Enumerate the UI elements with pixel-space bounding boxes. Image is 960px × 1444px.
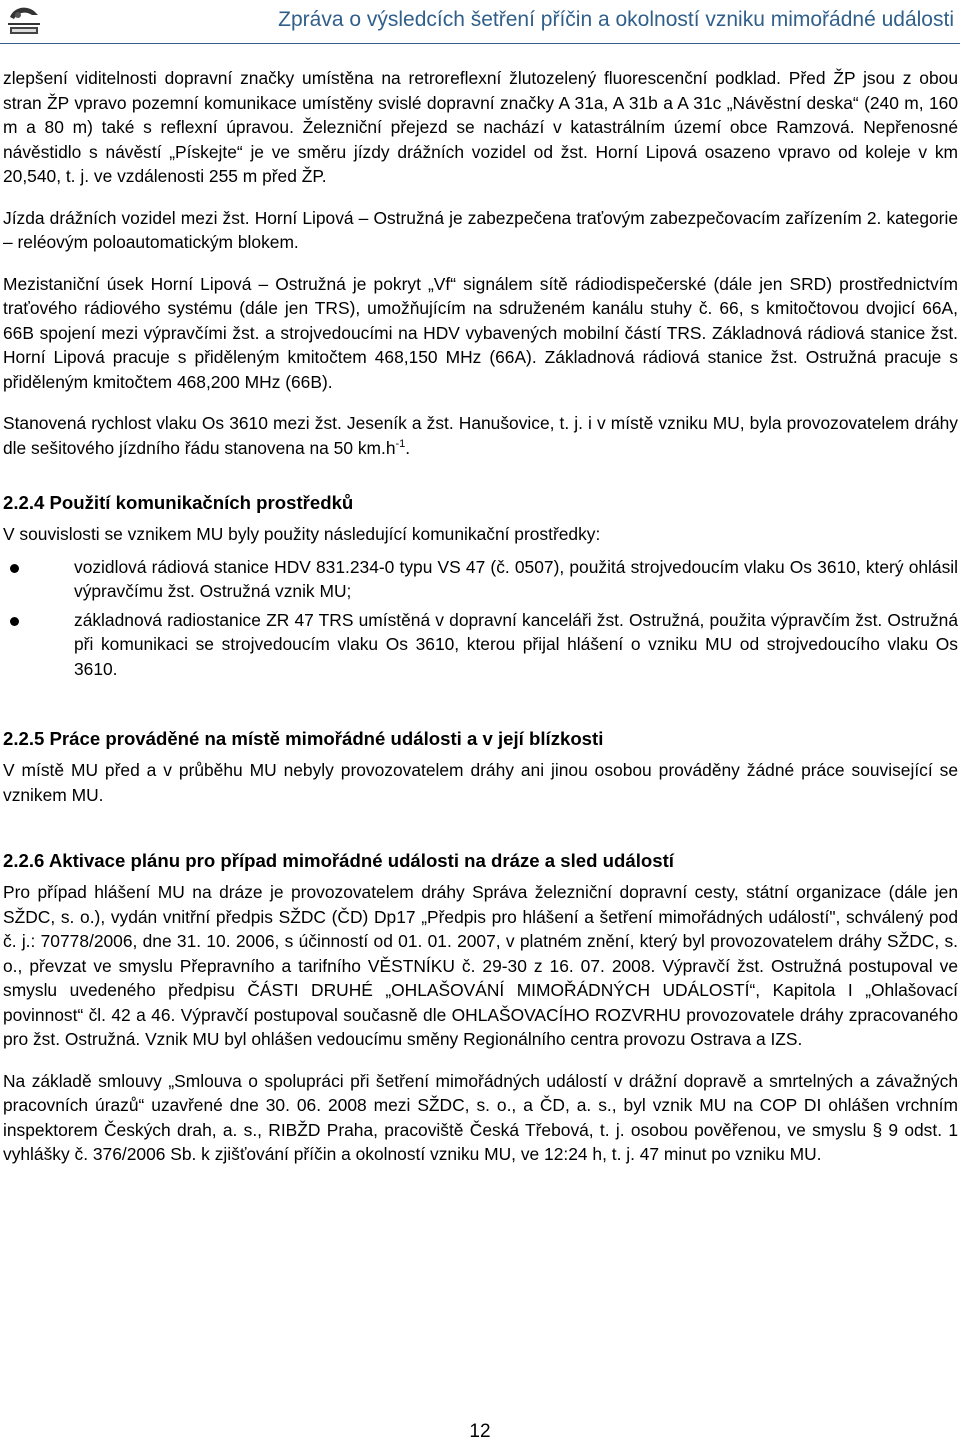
paragraph-text: Stanovená rychlost vlaku Os 3610 mezi žst. Jeseník a žst. Hanušovice, t. j. i v místě vzniku MU, byla provozovatelem dráhy dle sešitového jízdního řádu stanovena na 50 km.h xyxy=(3,413,958,458)
paragraph-end: . xyxy=(405,437,411,458)
paragraph: Jízda drážních vozidel mezi žst. Horní Lipová – Ostružná je zabezpečena traťovým zabezpečovacím zařízením 2. kategorie – reléovým poloautomatickým blokem. xyxy=(3,207,958,252)
document-body xyxy=(3,66,958,1167)
paragraph: zlepšení viditelnosti dopravní značky umístěna na retroreflexní žlutozelený fluorescenční podklad. Před ŽP jsou z obou stran ŽP vpravo pozemní komunikace umístěny svislé dopravní značky A 31a, A 31b a A 31c „Návěstní deska“ (240 m, 160 m a 80 m) také s reflexní úpravou. Železniční přejezd se nachází v katastrálním území obce Ramzová. Nepřenosné návěstidlo s návěstí „Pískejte“ je ve směru jízdy drážních vozidel od žst. Horní Lipová osazeno vpravo od koleje v km 20,540, t. j. ve vzdálenosti 255 m před ŽP. xyxy=(3,68,958,186)
drazni-inspekce-logo-icon xyxy=(4,3,44,37)
paragraph xyxy=(3,411,958,460)
header-divider xyxy=(0,43,960,44)
section-heading-2-2-4: 2.2.4 Použití komunikačních prostředků xyxy=(3,492,354,513)
section-heading-2-2-6: 2.2.6 Aktivace plánu pro případ mimořádné události na dráze a sled událostí xyxy=(3,850,674,871)
list-item-text: vozidlová rádiová stanice HDV 831.234-0 typu VS 47 (č. 0507), použitá strojvedoucím vlaku Os 3610, který ohlásil výpravčímu žst. Ostružná vznik MU; xyxy=(74,556,958,601)
page-header xyxy=(0,0,960,44)
list-item xyxy=(3,608,958,682)
list-item xyxy=(3,555,958,604)
paragraph: Mezistaniční úsek Horní Lipová – Ostružná je pokryt „Vf“ signálem sítě rádiodispečerské (dále jen SRD) prostřednictvím traťového rádiového systému (dále jen TRS), umožňujícím na sdruženém kanálu stuhy č. 66, s kmitočtovou dvojicí 66A, 66B spojení mezi výpravčími žst. a strojvedoucími na HDV vybavených mobilní částí TRS. Základnová rádiová stanice žst. Horní Lipová pracuje s přiděleným kmitočtem 468,150 MHz (66A). Základnová rádiová stanice žst. Ostružná pracuje s přiděleným kmitočtem 468,200 MHz (66B). xyxy=(3,273,958,392)
paragraph: Na základě smlouvy „Smlouva o spolupráci při šetření mimořádných událostí v drážní dopravě a smrtelných a závažných pracovních úrazů“ uzavřené dne 30. 06. 2008 mezi SŽDC, s. o., a ČD, a. s., byl vznik MU na COP DI ohlášen vrchním inspektorem Českých drah, a. s., RIBŽD Praha, pracoviště Česká Třebová, t. j. osobou pověřenou, ve smyslu § 9 odst. 1 vyhlášky č. 376/2006 Sb. k zjišťování příčin a okolností vzniku MU, ve 12:24 h, t. j. 47 minut po vzniku MU. xyxy=(3,1070,958,1164)
paragraph: Pro případ hlášení MU na dráze je provozovatelem dráhy Správa železniční dopravní cesty, státní organizace (dále jen SŽDC, s. o.), vydán vnitřní předpis SŽDC (ČD) Dp17 „Předpis pro hlášení a šetření mimořádných událostí", schválený pod č. j.: 70778/2006, dne 31. 10. 2006, s účinností od 01. 01. 2007, v platném znění, který byl provozovatelem dráhy SŽDC, s. o., převzat ve smyslu Přepravního a tarifního VĚSTNÍKU č. 29-30 z 16. 07. 2008. Výpravčí žst. Ostružná postupoval ve smyslu uvedeného předpisu ČÁSTI DRUHÉ „OHLAŠOVÁNÍ MIMOŘÁDNÝCH UDÁLOSTÍ“, Kapitola I „Ohlašovací povinnost“ čl. 42 a 46. Výpravčí postupoval současně dle OHLAŠOVACÍHO ROZVRHU provozovatele dráhy zpracovaného pro žst. Ostružná. Vznik MU byl ohlášen vedoucímu směny Regionálního centra provozu Ostrava a IZS. xyxy=(3,882,958,1049)
section-heading-2-2-5: 2.2.5 Práce prováděné na místě mimořádné události a v její blízkosti xyxy=(3,728,604,749)
paragraph: V souvislosti se vznikem MU byly použity následující komunikační prostředky: xyxy=(3,524,601,544)
paragraph: V místě MU před a v průběhu MU nebyly provozovatelem dráhy ani jinou osobou prováděny žádné práce související se vznikem MU. xyxy=(3,760,958,805)
superscript: -1 xyxy=(395,437,406,450)
list-item-text: základnová radiostanice ZR 47 TRS umístěná v dopravní kanceláři žst. Ostružná, použita výpravčím žst. Ostružná při komunikaci se strojvedoucím vlaku Os 3610, kterou přijal hlášení o vzniku MU od strojvedoucího vlaku Os 3610. xyxy=(74,609,958,679)
page-number: 12 xyxy=(469,1421,491,1442)
header-title: Zpráva o výsledcích šetření příčin a okolností vzniku mimořádné události xyxy=(278,8,954,31)
bullet-icon xyxy=(10,564,19,573)
bullet-icon xyxy=(10,617,19,626)
bullet-list xyxy=(3,555,958,682)
